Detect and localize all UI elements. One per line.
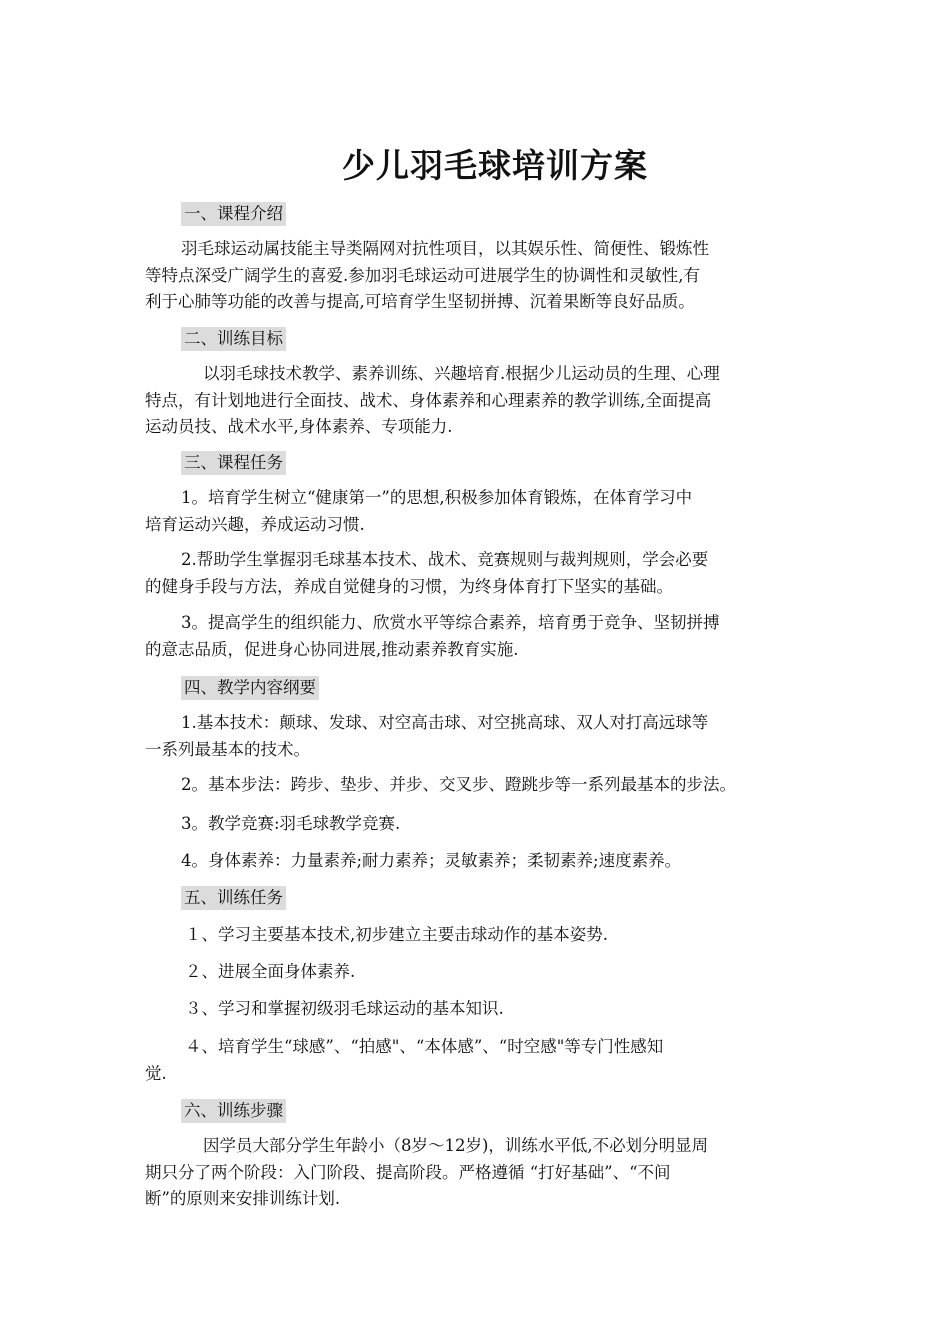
paragraph: 羽毛球运动属技能主导类隔网对抗性项目，以其娱乐性、简便性、锻炼性 等特点深受广阔学生的喜爱.参加羽毛球运动可进展学生的协调性和灵敏性,有 利于心肺等功能的改善与提高,可培育学生坚韧拼搏、沉着果断等良好品质。 [145,239,709,311]
paragraph: ２、进展全面身体素养. [185,962,356,981]
section-heading-5: 五、训练任务 [181,886,286,910]
paragraph: 因学员大部分学生年龄小（8岁～12岁)，训练水平低,不必划分明显周 期只分了两个阶段：入门阶段、提高阶段。严格遵循 “打好基础”、“不间 断”的原则来安排训练计划. [145,1136,709,1208]
paragraph: 3。教学竞赛:羽毛球教学竞赛. [181,814,401,833]
section-heading-1: 一、课程介绍 [181,202,286,226]
section-heading-4: 四、教学内容纲要 [181,676,319,700]
paragraph: 4。身体素养：力量素养;耐力素养；灵敏素养；柔韧素养;速度素养。 [181,851,682,870]
section-heading-6: 六、训练步骤 [181,1099,286,1123]
paragraph: １、学习主要基本技术,初步建立主要击球动作的基本姿势. [185,925,608,944]
paragraph: ４、培育学生“球感”、“拍感"、“本体感”、“时空感"等专门性感知 觉. [145,1037,664,1083]
paragraph: 以羽毛球技术教学、素养训练、兴趣培育.根据少儿运动员的生理、心理 特点，有计划地进行全面技、战术、身体素养和心理素养的教学训练,全面提高 运动员技、战术水平,身体素养、专项能力. [145,364,720,436]
paragraph: ３、学习和掌握初级羽毛球运动的基本知识. [185,999,504,1018]
section-heading-3: 三、课程任务 [181,451,286,475]
paragraph: 1.基本技术：颠球、发球、对空高击球、对空挑高球、双人对打高远球等 一系列最基本的技术。 [145,713,709,759]
section-heading-2: 二、训练目标 [181,327,286,351]
document-title: 少儿羽毛球培训方案 [342,146,648,185]
paragraph: 2.帮助学生掌握羽毛球基本技术、战术、竞赛规则与裁判规则，学会必要 的健身手段与方法，养成自觉健身的习惯，为终身体育打下坚实的基础。 [145,550,709,596]
paragraph: 1。培育学生树立“健康第一”的思想,积极参加体育锻炼，在体育学习中 培育运动兴趣，养成运动习惯. [145,488,693,534]
paragraph: 3。提高学生的组织能力、欣赏水平等综合素养，培育勇于竞争、坚韧拼搏 的意志品质，促进身心协同进展,推动素养教育实施. [145,613,720,659]
paragraph: 2。基本步法：跨步、垫步、并步、交叉步、蹬跳步等一系列最基本的步法。 [181,775,736,794]
